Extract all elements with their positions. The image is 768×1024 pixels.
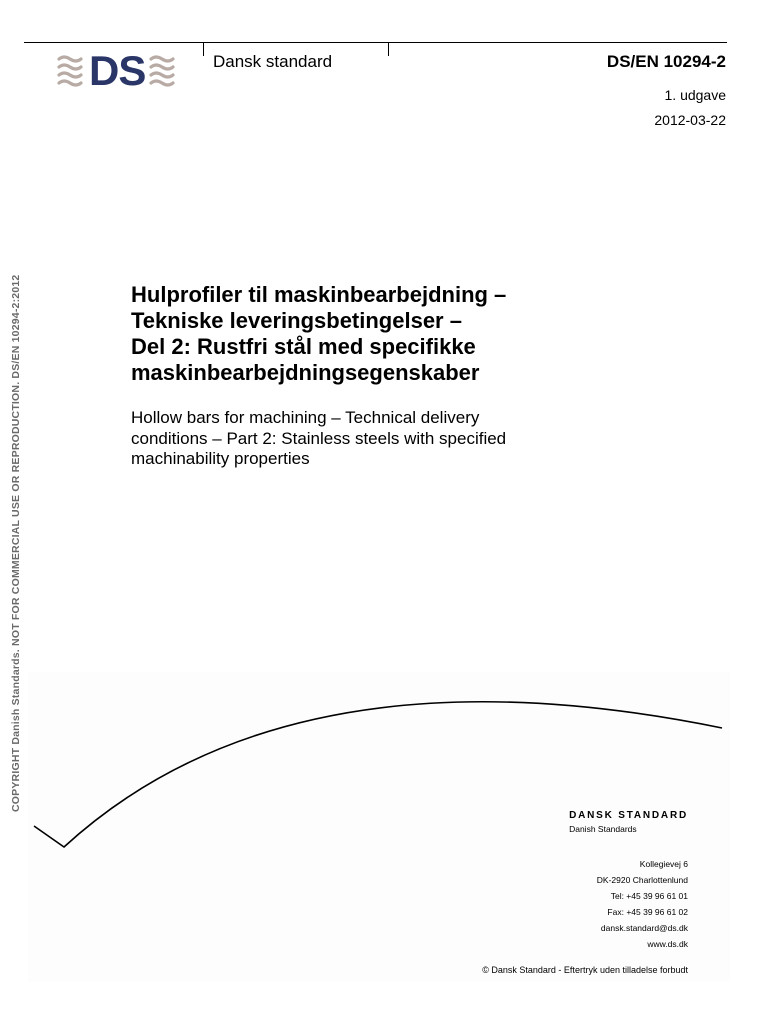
- website-line: www.ds.dk: [647, 939, 688, 949]
- title-danish: [131, 282, 691, 386]
- ds-logo: [56, 47, 176, 94]
- phone-line: Tel: +45 39 96 61 01: [610, 891, 688, 901]
- address-line: DK-2920 Charlottenlund: [596, 875, 688, 885]
- email-line: dansk.standard@ds.dk: [600, 923, 688, 933]
- fax-line: Fax: +45 39 96 61 02: [607, 907, 688, 917]
- header-divider-tick: [388, 42, 389, 56]
- header-divider-tick: [203, 42, 204, 56]
- title-english-line: conditions – Part 2: Stainless steels with specified: [131, 428, 507, 448]
- title-danish-line: Hulprofiler til maskinbearbejdning –: [131, 282, 507, 307]
- publisher-brand: [569, 810, 688, 834]
- publisher-subtitle: Danish Standards: [569, 824, 637, 834]
- footer-copyright: © Dansk Standard - Eftertryk uden tilladelse forbudt: [482, 965, 688, 975]
- publication-date: 2012-03-22: [654, 112, 726, 128]
- title-danish-line: Tekniske leveringsbetingelser –: [131, 308, 462, 333]
- publisher-address: [597, 856, 688, 952]
- title-danish-line: Del 2: Rustfri stål med specifikke: [131, 334, 476, 359]
- copyright-notice: COPYRIGHT Danish Standards. NOT FOR COMMERCIAL USE OR REPRODUCTION. DS/EN 10294-2:2012: [10, 274, 22, 812]
- standard-number: DS/EN 10294-2: [606, 52, 726, 71]
- address-line: Kollegievej 6: [639, 859, 688, 869]
- header-rule: [24, 42, 727, 43]
- wave-icon: [148, 54, 176, 88]
- publisher-name: DANSK STANDARD: [569, 810, 688, 821]
- title-english-line: Hollow bars for machining – Technical delivery: [131, 408, 480, 427]
- title-danish-line: maskinbearbejdningsegenskaber: [131, 360, 480, 385]
- title-english-line: machinability properties: [131, 449, 310, 468]
- edition-label: 1. udgave: [664, 87, 726, 103]
- logo-text: DS: [89, 47, 146, 94]
- series-label: Dansk standard: [213, 52, 333, 71]
- wave-icon: [56, 54, 84, 88]
- title-english: [131, 408, 691, 470]
